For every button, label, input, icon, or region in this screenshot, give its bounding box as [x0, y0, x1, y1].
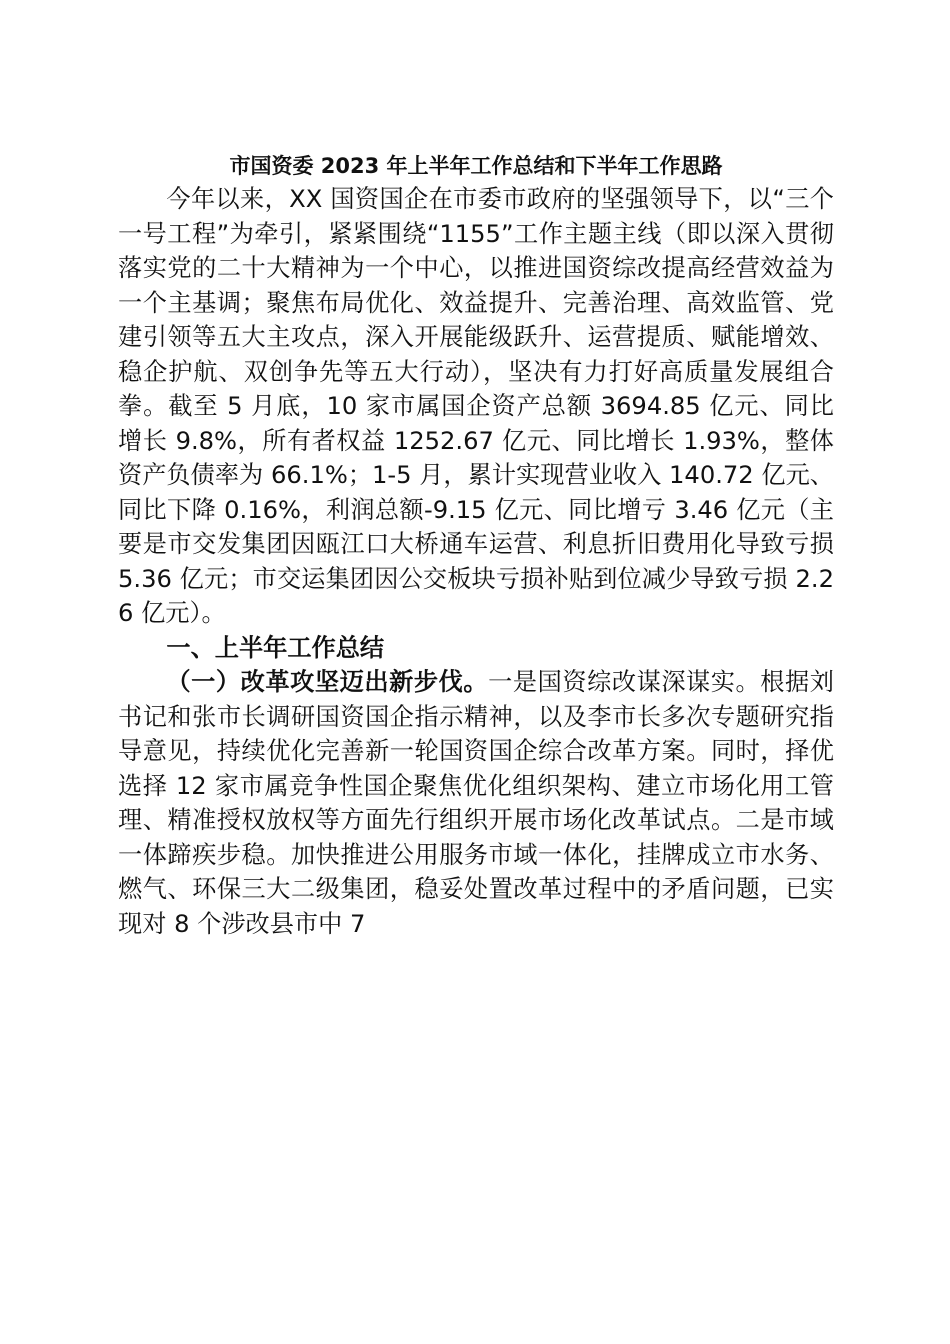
document-page	[118, 150, 834, 941]
document-title: 市国资委 2023 年上半年工作总结和下半年工作思路	[229, 154, 723, 178]
section-paragraph	[118, 665, 834, 941]
subsection-body: 一是国资综改谋深谋实。根据刘书记和张市长调研国资国企指示精神，以及李市长多次专题研究指导意见，持续优化完善新一轮国资国企综合改革方案。同时，择优选择 12 家市属竞争性国企聚焦优化组织架构、建立市场化用工管理、精准授权放权等方面先行组织开展市场化改革试点。二是市域一体蹄疾步稳。加快推进公用服务市域一体化，挂牌成立市水务、燃气、环保三大二级集团，稳妥处置改革过程中的矛盾问题，已实现对 8 个涉改县市中 7	[118, 668, 834, 938]
subsection-heading: （一）改革攻坚迈出新步伐。	[166, 668, 489, 696]
intro-paragraph: 今年以来，XX 国资国企在市委市政府的坚强领导下，以“三个一号工程”为牵引，紧紧围绕“1155”工作主题主线（即以深入贯彻落实党的二十大精神为一个中心，以推进国资综改提高经营效益为一个主基调；聚焦布局优化、效益提升、完善治理、高效监管、党建引领等五大主攻点，深入开展能级跃升、运营提质、赋能增效、稳企护航、双创争先等五大行动），坚决有力打好高质量发展组合拳。截至 5 月底，10 家市属国企资产总额 3694.85 亿元、同比增长 9.8%，所有者权益 1252.67 亿元、同比增长 1.93%，整体资产负债率为 66.1%；1-5 月，累计实现营业收入 140.72 亿元、同比下降 0.16%，利润总额-9.15 亿元、同比增亏 3.46 亿元（主要是市交发集团因瓯江口大桥通车运营、利息折旧费用化导致亏损 5.36 亿元；市交运集团因公交板块亏损补贴到位减少导致亏损 2.26 亿元）。	[118, 185, 834, 627]
section-heading: 一、上半年工作总结	[166, 633, 385, 662]
